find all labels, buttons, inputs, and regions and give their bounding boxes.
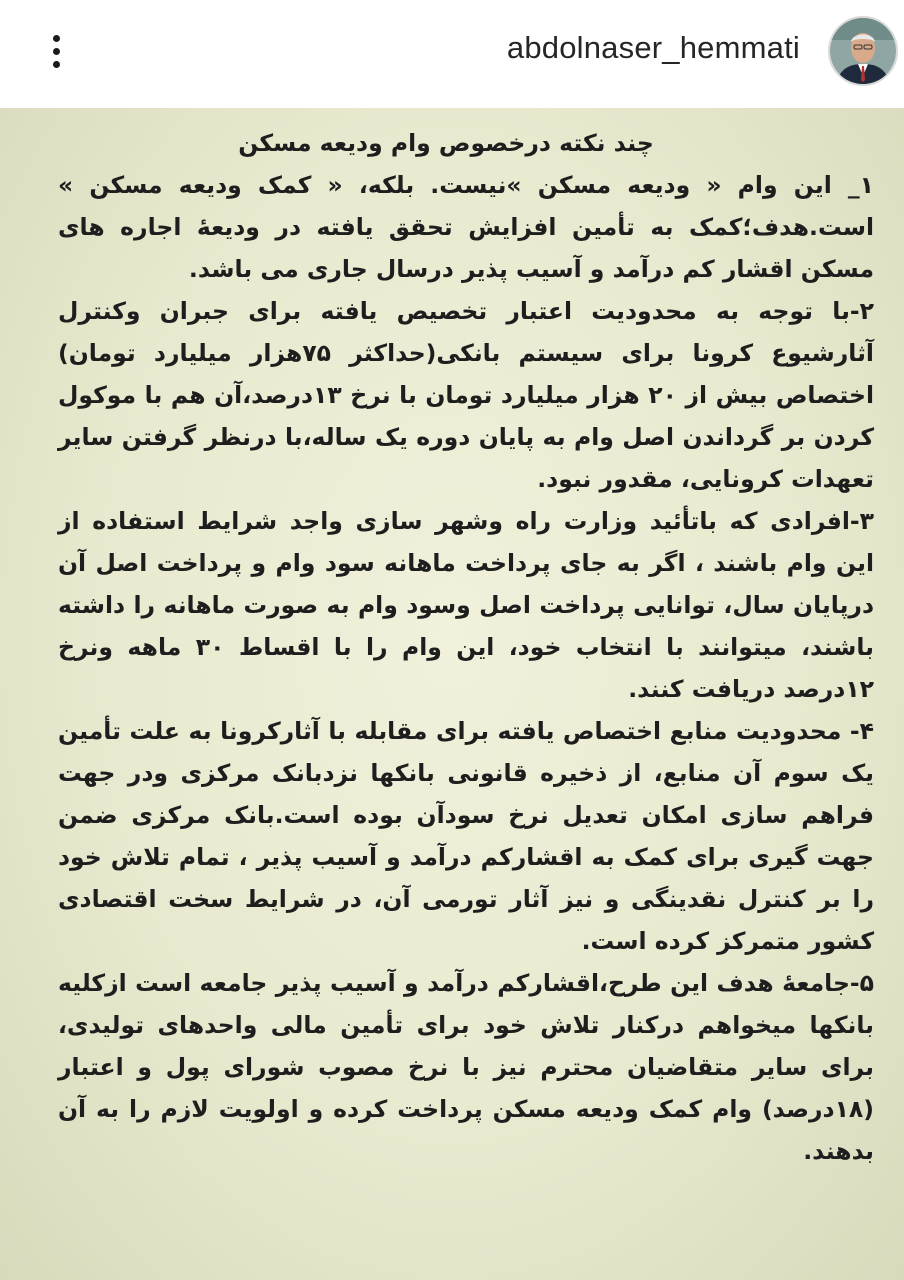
paragraph-4: ۴- محدودیت منابع اختصاص یافته برای مقابله با آثارکرونا به علت تأمین یک سوم آن منابع، از ذخیره قانونی بانکها نزدبانک مرکزی ودر جهت فراهم سازی امکان تعدیل نرخ سودآن بوده است.بانک مرکزی ضمن جهت گیری برای کمک به اقشارکم درآمد و آسیب پذیر ، تمام تلاش خود را بر کنترل نقدینگی و نیز آثار تورمی آن، در شرایط سخت اقتصادی کشور متمرکز کرده است. xyxy=(58,717,874,955)
more-vertical-icon xyxy=(53,35,60,42)
paragraph-5: ۵-جامعهٔ هدف این طرح،اقشارکم درآمد و آسیب پذیر جامعه است ازکلیه بانکها میخواهم درکنار تلاش خود برای تأمین مالی واحدهای تولیدی، برای سایر متقاضیان محترم نیز با نرخ مصوب شورای پول و اعتبار (۱۸درصد) وام کمک ودیعه مسکن پرداخت کرده و اولویت لازم را به آن بدهند. xyxy=(58,969,874,1165)
more-vertical-icon-dot xyxy=(53,61,60,68)
paragraph-3: ۳-افرادی که باتأئید وزارت راه وشهر سازی واجد شرایط استفاده از این وام باشند ، اگر به جای پرداخت ماهانه سود وام و پرداخت اصل آن درپایان سال، توانایی پرداخت اصل وسود وام به صورت ماهانه را داشته باشند، میتوانند با انتخاب خود، این وام را با اقساط ۳۰ ماهه ونرخ ۱۲درصد دریافت کنند. xyxy=(58,507,874,703)
paragraph-2: ۲-با توجه به محدودیت اعتبار تخصیص یافته برای جبران وکنترل آثارشیوع کرونا برای سیستم بانکی(حداکثر ۷۵هزار میلیارد تومان) اختصاص بیش از ۲۰ هزار میلیارد تومان با نرخ ۱۳درصد،آن هم با موکول کردن بر گرداندن اصل وام به پایان دوره یک ساله،با درنظر گرفتن سایر تعهدات کرونایی، مقدور نبود. xyxy=(58,297,874,493)
post-image xyxy=(0,108,904,1280)
post-text xyxy=(58,122,874,1172)
paragraph-1: ۱_ این وام « ودیعه مسکن »نیست. بلکه، « کمک ودیعه مسکن » است.هدف؛کمک به تأمین افزایش تحقق یافته در ودیعهٔ اجاره های مسکن اقشار کم درآمد و آسیب پذیر درسال جاری می باشد. xyxy=(58,171,874,283)
username-link[interactable]: abdolnaser_hemmati xyxy=(506,30,800,65)
more-vertical-icon-dot xyxy=(53,48,60,55)
post-header xyxy=(0,0,904,108)
avatar-icon xyxy=(830,18,896,84)
user-avatar[interactable] xyxy=(828,16,898,86)
more-options-button[interactable] xyxy=(36,26,76,76)
post-title: چند نکته درخصوص وام ودیعه مسکن xyxy=(238,129,654,157)
